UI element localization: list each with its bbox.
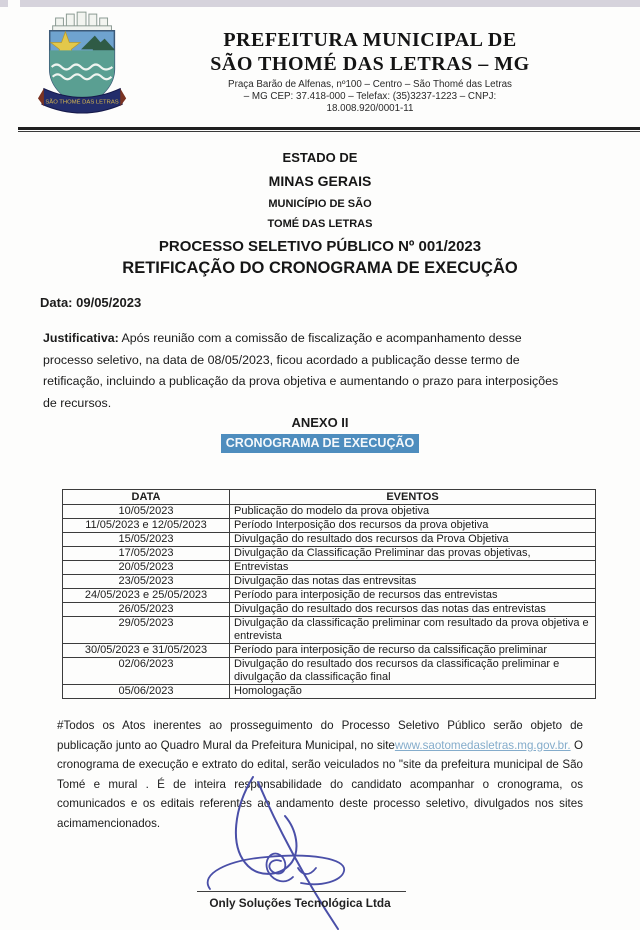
signature-company-name: Only Soluções Tecnológica Ltda (209, 896, 391, 910)
title-minas-gerais: MINAS GERAIS (268, 173, 372, 189)
table-row (63, 589, 596, 603)
header-divider-rule (18, 127, 640, 132)
cell-event: Divulgação da classificação preliminar com resultado da prova objetiva e entrevista (230, 617, 596, 644)
cell-event: Período Interposição dos recursos da prova objetiva (230, 519, 596, 533)
org-name-line1: PREFEITURA MUNICIPAL DE (223, 29, 517, 51)
cell-date: 17/05/2023 (63, 547, 230, 561)
table-header-row (63, 490, 596, 505)
justification-paragraph (43, 328, 568, 414)
crest-ribbon-text: SÃO THOMÉ DAS LETRAS (45, 99, 119, 106)
cell-date: 11/05/2023 e 12/05/2023 (63, 519, 230, 533)
signature-line (197, 891, 406, 892)
cell-event: Entrevistas (230, 561, 596, 575)
table-row (63, 561, 596, 575)
table-row (63, 533, 596, 547)
cell-date: 24/05/2023 e 25/05/2023 (63, 589, 230, 603)
schedule-table (62, 489, 596, 699)
table-row (63, 644, 596, 658)
letterhead (140, 28, 600, 115)
title-municipio: MUNICÍPIO DE SÃO (268, 198, 372, 210)
table-row (63, 685, 596, 699)
footer-note-paragraph (57, 716, 583, 833)
cell-date: 26/05/2023 (63, 603, 230, 617)
cell-date: 10/05/2023 (63, 505, 230, 519)
table-row (63, 617, 596, 644)
cell-event: Divulgação do resultado dos recursos da classificação preliminar e divulgação da classificação final (230, 658, 596, 685)
cell-event: Divulgação do resultado dos recursos das notas das entrevistas (230, 603, 596, 617)
scan-edge-strip (0, 0, 640, 7)
org-address-line3: 18.008.920/0001-11 (326, 103, 414, 114)
column-header-eventos: EVENTOS (230, 490, 596, 505)
org-address-line2: – MG CEP: 37.418-000 – Telefax: (35)3237-1223 – CNPJ: (243, 91, 497, 102)
table-row (63, 519, 596, 533)
cell-date: 30/05/2023 e 31/05/2023 (63, 644, 230, 658)
table-row (63, 505, 596, 519)
cell-event: Divulgação das notas das entrevsitas (230, 575, 596, 589)
footer-note-part2: O cronograma de execução e extrato do edital, serão veiculados no "site da prefeitura municipal de São Tomé e mural . É de inteira responsabilidade do candidato acompanhar o cronograma, os comunicados e os editais referentes ao andamento deste processo seletivo, divulgados nos sites acimamencionados. (57, 738, 583, 830)
annex-subtitle-wrap (0, 434, 640, 453)
cell-date: 15/05/2023 (63, 533, 230, 547)
footer-note-part1: #Todos os Atos inerentes ao prosseguimento do Processo Seletivo Público serão objeto de publicação junto ao Quadro Mural da Prefeitura Municipal, no site (57, 719, 583, 752)
cell-date: 02/06/2023 (63, 658, 230, 685)
document-date: Data: 09/05/2023 (40, 295, 142, 310)
justification-text: Após reunião com a comissão de fiscalização e acompanhamento desse processo seletivo, na data de 08/05/2023, ficou acordado a publicação desse termo de retificação, incluindo a publicação da prova objetiva e aumentando o prazo para interposições de recursos. (43, 331, 559, 410)
title-estado: ESTADO DE (282, 150, 358, 165)
title-retificacao: RETIFICAÇÃO DO CRONOGRAMA DE EXECUÇÃO (122, 259, 518, 277)
municipal-crest-logo (36, 10, 134, 124)
cell-event: Período para interposição de recurso da calssificação preliminar (230, 644, 596, 658)
cell-event: Divulgação da Classificação Preliminar das provas objetivas, (230, 547, 596, 561)
table-row (63, 658, 596, 685)
title-processo-seletivo: PROCESSO SELETIVO PÚBLICO Nº 001/2023 (158, 238, 482, 255)
cell-date: 29/05/2023 (63, 617, 230, 644)
table-row (63, 603, 596, 617)
scan-edge-notch (8, 0, 20, 7)
column-header-data: DATA (63, 490, 230, 505)
justification-label: Justificativa: (43, 331, 119, 345)
title-tome-das-letras: TOMÉ DAS LETRAS (267, 218, 373, 230)
cell-date: 23/05/2023 (63, 575, 230, 589)
cell-event: Divulgação do resultado dos recursos da Prova Objetiva (230, 533, 596, 547)
website-link[interactable]: www.saotomedasletras.mg.gov.br. (394, 738, 571, 752)
table-row (63, 575, 596, 589)
annex-title: ANEXO II (291, 415, 349, 430)
cell-event: Publicação do modelo da prova objetiva (230, 505, 596, 519)
org-name-line2: SÃO THOMÉ DAS LETRAS – MG (210, 53, 530, 75)
cell-event: Período para interposição de recursos das entrevistas (230, 589, 596, 603)
cell-event: Homologação (230, 685, 596, 699)
table-row (63, 547, 596, 561)
annex-subtitle-highlight: CRONOGRAMA DE EXECUÇÃO (221, 434, 419, 453)
cell-date: 05/06/2023 (63, 685, 230, 699)
cell-date: 20/05/2023 (63, 561, 230, 575)
org-address-line1: Praça Barão de Alfenas, nº100 – Centro – São Thomé das Letras (228, 79, 512, 90)
